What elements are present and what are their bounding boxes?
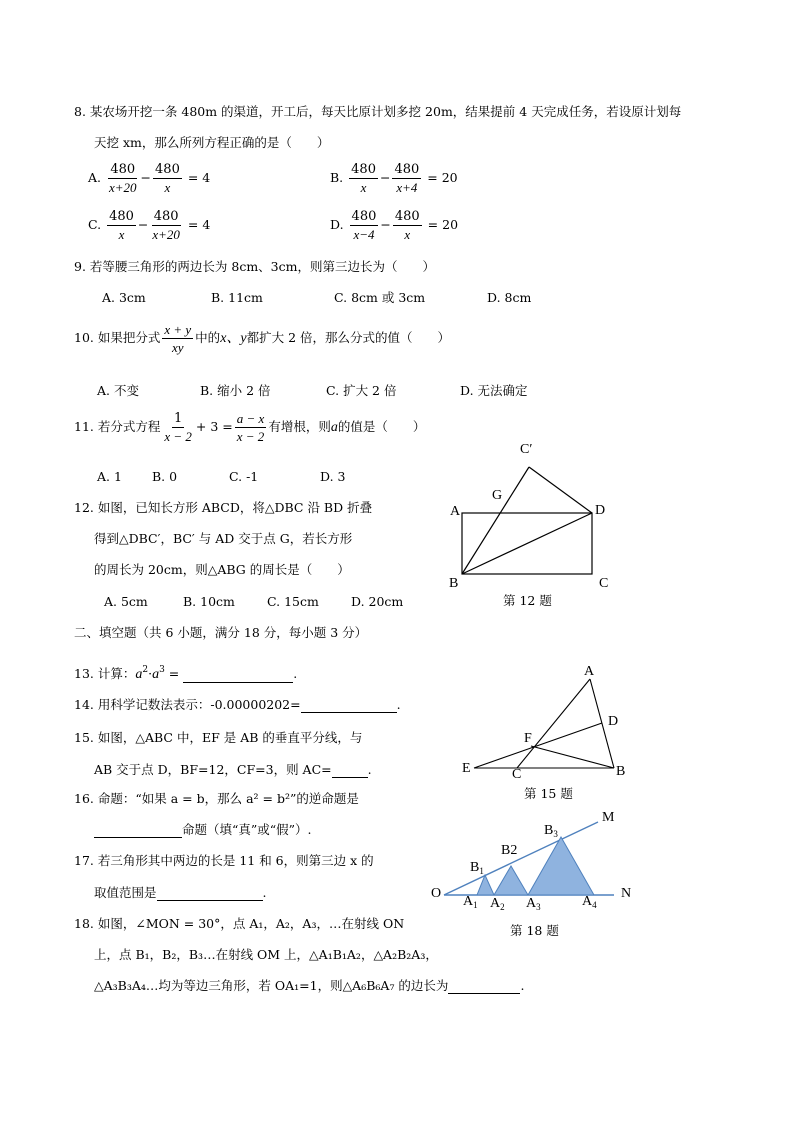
fig12-caption: 第 12 题 [503, 593, 552, 608]
q9-option-d[interactable]: D. 8cm [487, 290, 532, 305]
fraction: $\frac{480}{x+20}$ [152, 209, 180, 242]
q10-option-c[interactable]: C. 扩大 2 倍 [326, 383, 397, 398]
fraction: $\frac{a - x}{x - 2}$ [236, 411, 265, 444]
fraction: $\frac{480}{x}$ [351, 162, 376, 195]
fraction: $\frac{480}{x+20}$ [109, 162, 137, 195]
fig18-label-n: N [621, 886, 632, 901]
fig18-label-m: M [602, 810, 615, 825]
fraction: $\frac{480}{x-4}$ [351, 209, 377, 242]
fraction: $\frac{480}{x}$ [155, 162, 180, 195]
q12-stem-line3: 的周长为 20cm，则△ABG 的周长是（ ） [94, 562, 350, 577]
q11-option-b[interactable]: B. 0 [152, 469, 178, 484]
fig12-label-b: B [449, 576, 459, 591]
fig18-caption: 第 18 题 [510, 923, 559, 938]
q15-stem-line2: AB 交于点 D，BF=12，CF=3，则 AC= . [94, 762, 372, 777]
q8-stem-line2: 天挖 xm，那么所列方程正确的是（ ） [94, 135, 330, 150]
triangle-a3b3a4 [528, 837, 594, 895]
q12-option-a[interactable]: A. 5cm [104, 594, 148, 609]
q16-stem-line2: 命题（填“真”或“假”）. [94, 822, 312, 838]
q11-option-d[interactable]: D. 3 [320, 469, 346, 484]
fig18-label-b2: B2 [501, 843, 518, 858]
q9-option-c[interactable]: C. 8cm 或 3cm [334, 290, 426, 305]
fig15-label-a: A [584, 664, 595, 679]
triangle-a2b2a3 [494, 866, 528, 895]
q8-option-a[interactable]: A. $\frac{480}{x+20}$ − $\frac{480}{x}$ = 4 [88, 162, 211, 195]
q11-option-c[interactable]: C. -1 [229, 469, 259, 484]
q18-stem-line2: 上，点 B₁，B₂，B₃…在射线 OM 上，△A₁B₁A₂，△A₂B₂A₃， [94, 947, 438, 962]
fig18-label-o: O [431, 886, 442, 901]
fraction: $\frac{x + y}{xy}$ [164, 322, 192, 355]
q11-stem: 11. 若分式方程 $\frac{1}{x - 2}$ + 3 = $\frac{a - x}{x - 2}$ 有增根，则a的值是（ ） [74, 411, 426, 444]
q12-option-d[interactable]: D. 20cm [351, 594, 404, 609]
fraction: $\frac{1}{x - 2}$ [164, 411, 192, 444]
q11-option-a[interactable]: A. 1 [97, 469, 122, 484]
q17-stem-line1: 17. 若三角形其中两边的长是 11 和 6，则第三边 x 的 [74, 853, 374, 868]
fig15-label-c: C [512, 767, 522, 782]
q10-option-d[interactable]: D. 无法确定 [460, 383, 528, 398]
fraction: $\frac{480}{x+4}$ [394, 162, 420, 195]
fig18-label-b3: $B_3$ [544, 823, 558, 839]
q12-option-c[interactable]: C. 15cm [267, 594, 319, 609]
q8-option-c[interactable]: C. $\frac{480}{x}$ − $\frac{480}{x+20}$ = 4 [88, 209, 211, 242]
q18-stem-line1: 18. 如图，∠MON = 30°，点 A₁，A₂，A₃，…在射线 ON [74, 916, 405, 931]
q10-option-a[interactable]: A. 不变 [97, 383, 139, 398]
fig18-label-a1: $A_1$ [463, 894, 478, 910]
fig12-label-g: G [492, 488, 503, 503]
q8-option-d[interactable]: D. $\frac{480}{x-4}$ − $\frac{480}{x}$ = 20 [330, 209, 459, 242]
fig15-label-e: E [462, 761, 471, 776]
fig18-label-a4: $A_4$ [582, 894, 597, 910]
q9-option-a[interactable]: A. 3cm [102, 290, 146, 305]
fig18-label-a2: $A_2$ [490, 896, 505, 912]
q9-stem: 9. 若等腰三角形的两边长为 8cm、3cm，则第三边长为（ ） [74, 259, 435, 274]
q8-option-b[interactable]: B. $\frac{480}{x}$ − $\frac{480}{x+4}$ = 20 [330, 162, 458, 195]
fig12-label-c: C [599, 576, 609, 591]
section-2-heading: 二、填空题（共 6 小题，满分 18 分，每小题 3 分） [74, 625, 368, 640]
q8-stem-line1: 8. 某农场开挖一条 480m 的渠道，开工后，每天比原计划多挖 20m，结果提前 4 天完成任务，若设原计划每 [74, 104, 682, 119]
q18-answer-blank[interactable] [448, 979, 520, 994]
fig18-label-b1: $B_1$ [470, 860, 484, 876]
q10-stem: 10. 如果把分式 $\frac{x + y}{xy}$ 中的x、y都扩大 2 倍，那么分式的值（ ） [74, 322, 451, 355]
fig15-caption: 第 15 题 [524, 786, 573, 801]
q16-stem-line1: 16. 命题：“如果 a = b，那么 a² = b²”的逆命题是 [74, 791, 359, 806]
q17-stem-line2: 取值范围是 . [94, 885, 267, 900]
q14-stem: 14. 用科学记数法表示：-0.00000202= . [74, 697, 401, 712]
fig12-label-c-prime: C′ [520, 442, 533, 457]
fig15-label-f: F [524, 731, 532, 746]
q18-stem-line3: △A₃B₃A₄…均为等边三角形，若 OA₁=1，则△A₆B₆A₇ 的边长为 . [94, 978, 525, 993]
fig15-label-b: B [616, 764, 626, 779]
fig18-label-a3: $A_3$ [526, 896, 541, 912]
fig12-label-a: A [450, 504, 461, 519]
q9-option-b[interactable]: B. 11cm [211, 290, 263, 305]
fraction: $\frac{480}{x}$ [394, 209, 420, 242]
q12-stem-line2: 得到△DBC′，BC′ 与 AD 交于点 G，若长方形 [94, 531, 353, 546]
q13-stem: 13. 计算：$a^2\cdot a^3$ = . [74, 665, 298, 682]
fig12-label-d: D [595, 503, 606, 518]
fig15-label-d: D [608, 714, 619, 729]
q15-stem-line1: 15. 如图，△ABC 中，EF 是 AB 的垂直平分线，与 [74, 730, 363, 745]
fraction: $\frac{480}{x}$ [109, 209, 134, 242]
q10-option-b[interactable]: B. 缩小 2 倍 [200, 383, 271, 398]
q12-stem-line1: 12. 如图，已知长方形 ABCD，将△DBC 沿 BD 折叠 [74, 500, 373, 515]
q12-option-b[interactable]: B. 10cm [183, 594, 235, 609]
